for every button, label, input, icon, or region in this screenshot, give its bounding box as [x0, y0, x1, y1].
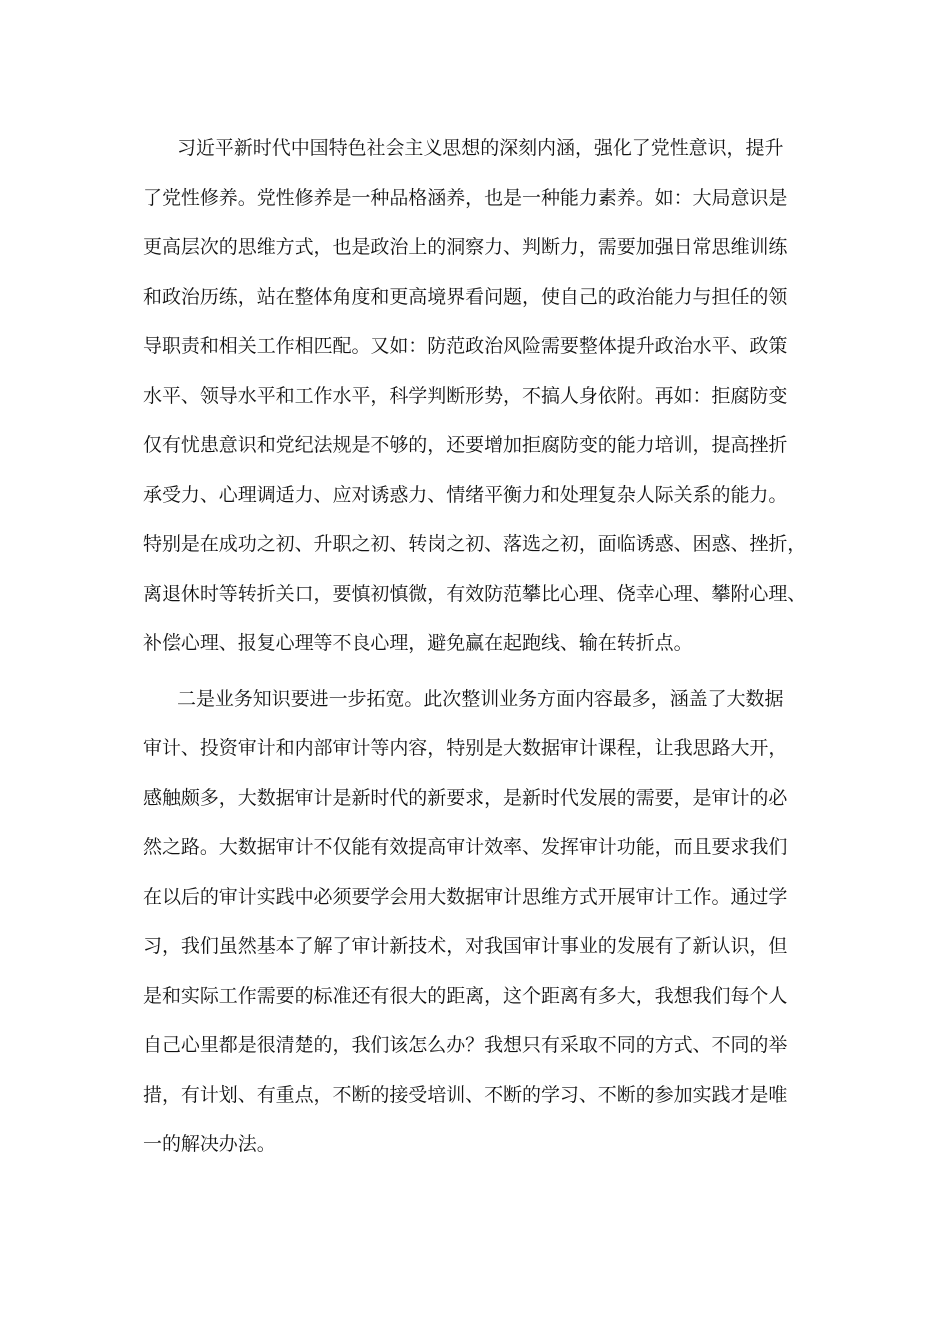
paragraph-line: 习近平新时代中国特色社会主义思想的深刻内涵，强化了党性意识，提升 [177, 137, 784, 159]
paragraph-line: 了党性修养。党性修养是一种品格涵养，也是一种能力素养。如：大局意识是 [143, 186, 788, 209]
paragraph-line: 然之路。大数据审计不仅能有效提高审计效率、发挥审计功能，而且要求我们 [143, 836, 788, 858]
paragraph-line: 和政治历练，站在整体角度和更高境界看问题，使自己的政治能力与担任的领 [143, 285, 788, 308]
paragraph-line: 更高层次的思维方式，也是政治上的洞察力、判断力，需要加强日常思维训练 [143, 236, 788, 258]
paragraph-line: 在以后的审计实践中必须要学会用大数据审计思维方式开展审计工作。通过学 [143, 885, 788, 908]
paragraph-line: 习，我们虽然基本了解了审计新技术，对我国审计事业的发展有了新认识，但 [143, 935, 788, 957]
paragraph-line: 自己心里都是很清楚的，我们该怎么办？我想只有采取不同的方式、不同的举 [143, 1034, 788, 1056]
paragraph-line: 水平、领导水平和工作水平，科学判断形势，不搞人身依附。再如：拒腐防变 [143, 384, 788, 407]
paragraph-line: 感触颇多，大数据审计是新时代的新要求，是新时代发展的需要，是审计的必 [143, 786, 788, 809]
paragraph-line: 二是业务知识要进一步拓宽。此次整训业务方面内容最多，涵盖了大数据 [177, 687, 784, 710]
paragraph-line: 是和实际工作需要的标准还有很大的距离，这个距离有多大，我想我们每个人 [143, 984, 788, 1007]
paragraph-line: 特别是在成功之初、升职之初、转岗之初、落选之初，面临诱惑、困惑、挫折， [143, 533, 807, 555]
document-body [143, 124, 807, 1170]
paragraph-line: 审计、投资审计和内部审计等内容，特别是大数据审计课程，让我思路大开， [143, 737, 788, 759]
paragraph-line: 一的解决办法。 [143, 1133, 276, 1155]
paragraph-line: 离退休时等转折关口，要慎初慎微，有效防范攀比心理、侥幸心理、攀附心理、 [143, 582, 807, 605]
paragraph-line: 承受力、心理调适力、应对诱惑力、情绪平衡力和处理复杂人际关系的能力。 [143, 483, 788, 506]
paragraph-line: 导职责和相关工作相匹配。又如：防范政治风险需要整体提升政治水平、政策 [143, 335, 788, 357]
paragraph-line: 补偿心理、报复心理等不良心理，避免赢在起跑线、输在转折点。 [143, 632, 693, 654]
paragraph-2 [143, 675, 807, 1170]
paragraph-1 [143, 124, 807, 669]
paragraph-line: 措，有计划、有重点，不断的接受培训、不断的学习、不断的参加实践才是唯 [143, 1083, 788, 1106]
paragraph-line: 仅有忧患意识和党纪法规是不够的，还要增加拒腐防变的能力培训，提高挫折 [143, 434, 788, 456]
